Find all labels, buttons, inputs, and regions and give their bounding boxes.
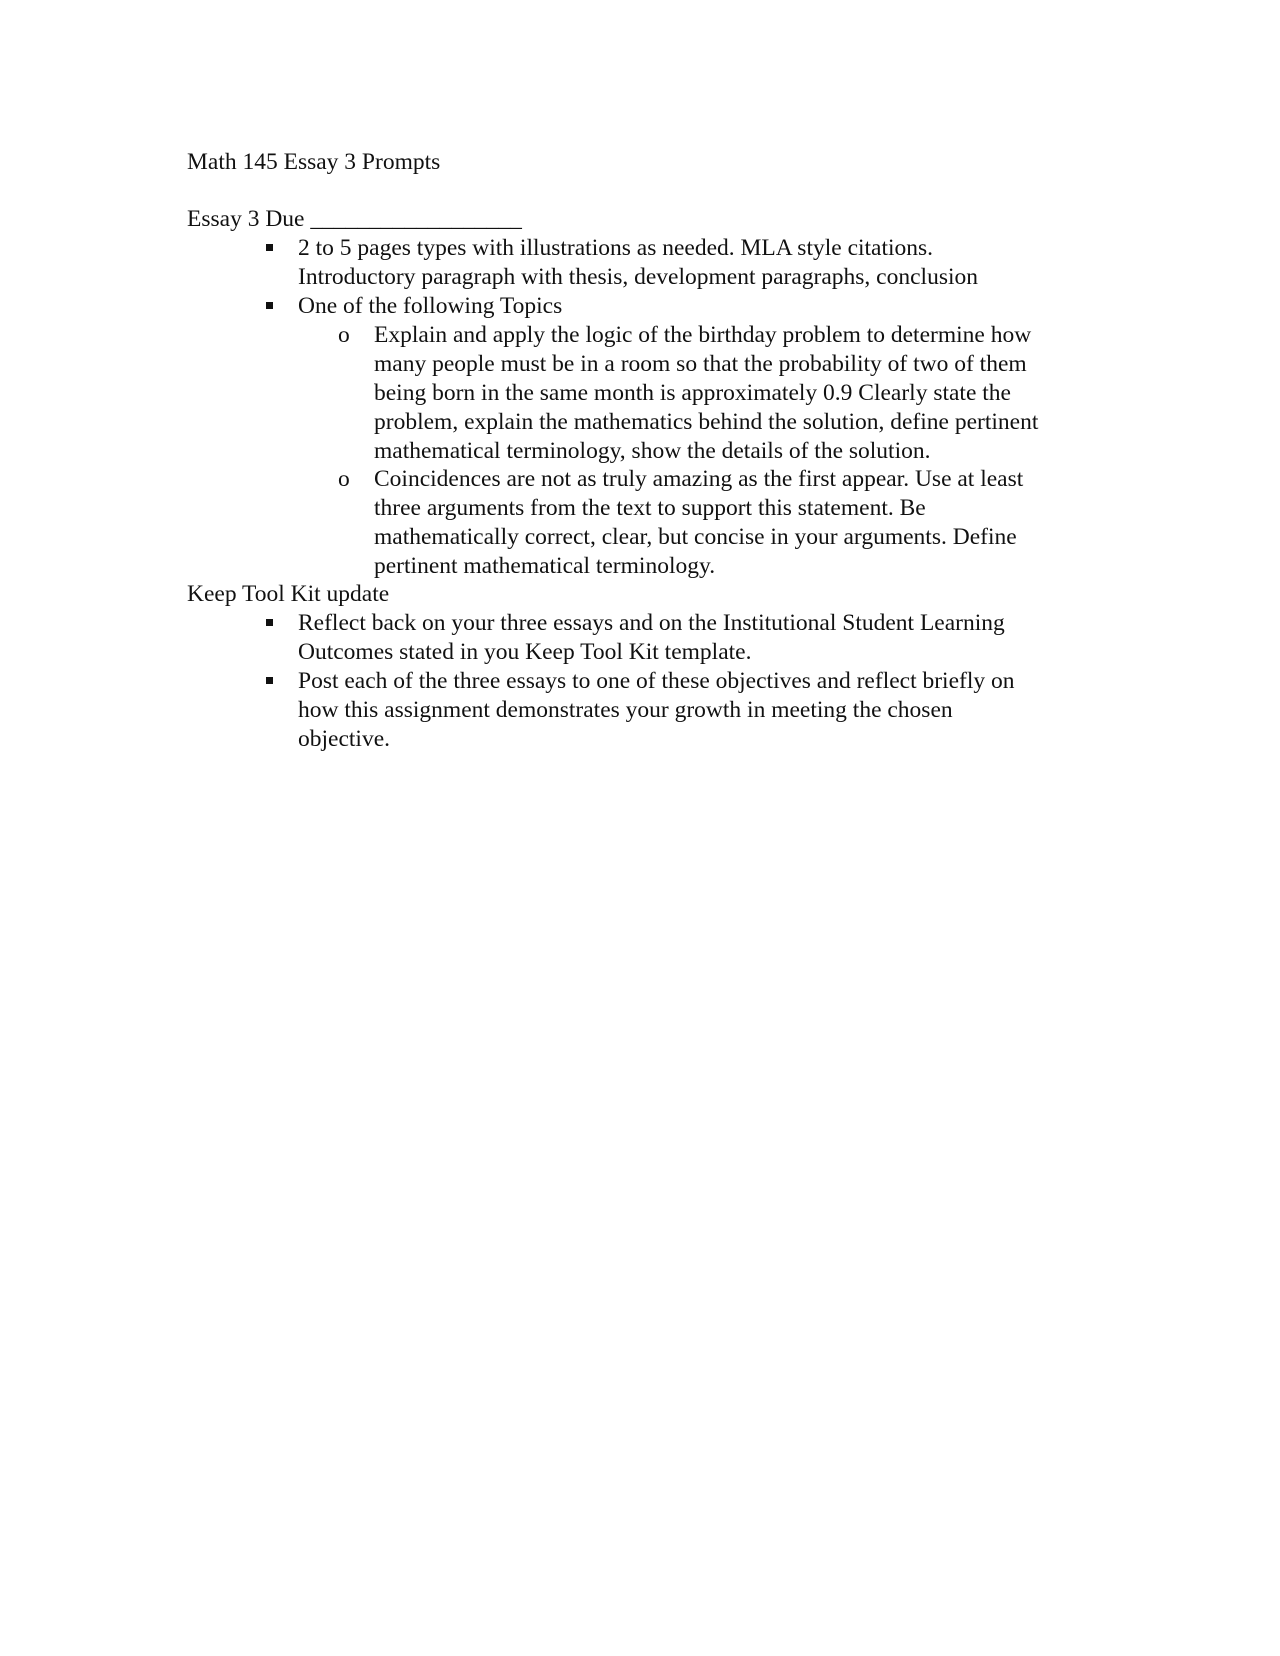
toolkit-line: Post each of the three essays to one of these objectives and reflect briefly on xyxy=(298,668,1015,694)
document-title: Math 145 Essay 3 Prompts xyxy=(187,149,441,175)
toolkit-heading: Keep Tool Kit update xyxy=(187,581,390,607)
topic-line: being born in the same month is approximately 0.9 Clearly state the xyxy=(374,380,1011,406)
requirement-line: One of the following Topics xyxy=(298,293,563,319)
toolkit-line: Reflect back on your three essays and on the Institutional Student Learning xyxy=(298,610,1005,636)
topic-line: problem, explain the mathematics behind the solution, define pertinent xyxy=(374,409,1039,435)
square-bullet-icon xyxy=(266,302,273,309)
square-bullet-icon xyxy=(266,677,273,684)
topic-line: many people must be in a room so that the probability of two of them xyxy=(374,351,1027,377)
topic-line: Explain and apply the logic of the birthday problem to determine how xyxy=(374,322,1032,348)
requirement-line: Introductory paragraph with thesis, development paragraphs, conclusion xyxy=(298,264,978,290)
requirement-line: 2 to 5 pages types with illustrations as needed. MLA style citations. xyxy=(298,235,934,261)
circle-bullet-icon: o xyxy=(338,322,350,348)
topic-line: pertinent mathematical terminology. xyxy=(374,553,716,579)
toolkit-line: Outcomes stated in you Keep Tool Kit template. xyxy=(298,639,752,665)
topic-line: mathematical terminology, show the details of the solution. xyxy=(374,438,931,464)
essay-due-blank: __________________ xyxy=(310,206,522,232)
square-bullet-icon xyxy=(266,619,273,626)
essay-due-label: Essay 3 Due xyxy=(187,206,311,232)
toolkit-line: objective. xyxy=(298,726,391,752)
topic-line: Coincidences are not as truly amazing as the first appear. Use at least xyxy=(374,466,1024,492)
topic-line: three arguments from the text to support this statement. Be xyxy=(374,495,926,521)
toolkit-line: how this assignment demonstrates your growth in meeting the chosen xyxy=(298,697,953,723)
square-bullet-icon xyxy=(266,244,273,251)
circle-bullet-icon: o xyxy=(338,466,350,492)
essay-due-line xyxy=(187,205,522,234)
topic-line: mathematically correct, clear, but concise in your arguments. Define xyxy=(374,524,1017,550)
